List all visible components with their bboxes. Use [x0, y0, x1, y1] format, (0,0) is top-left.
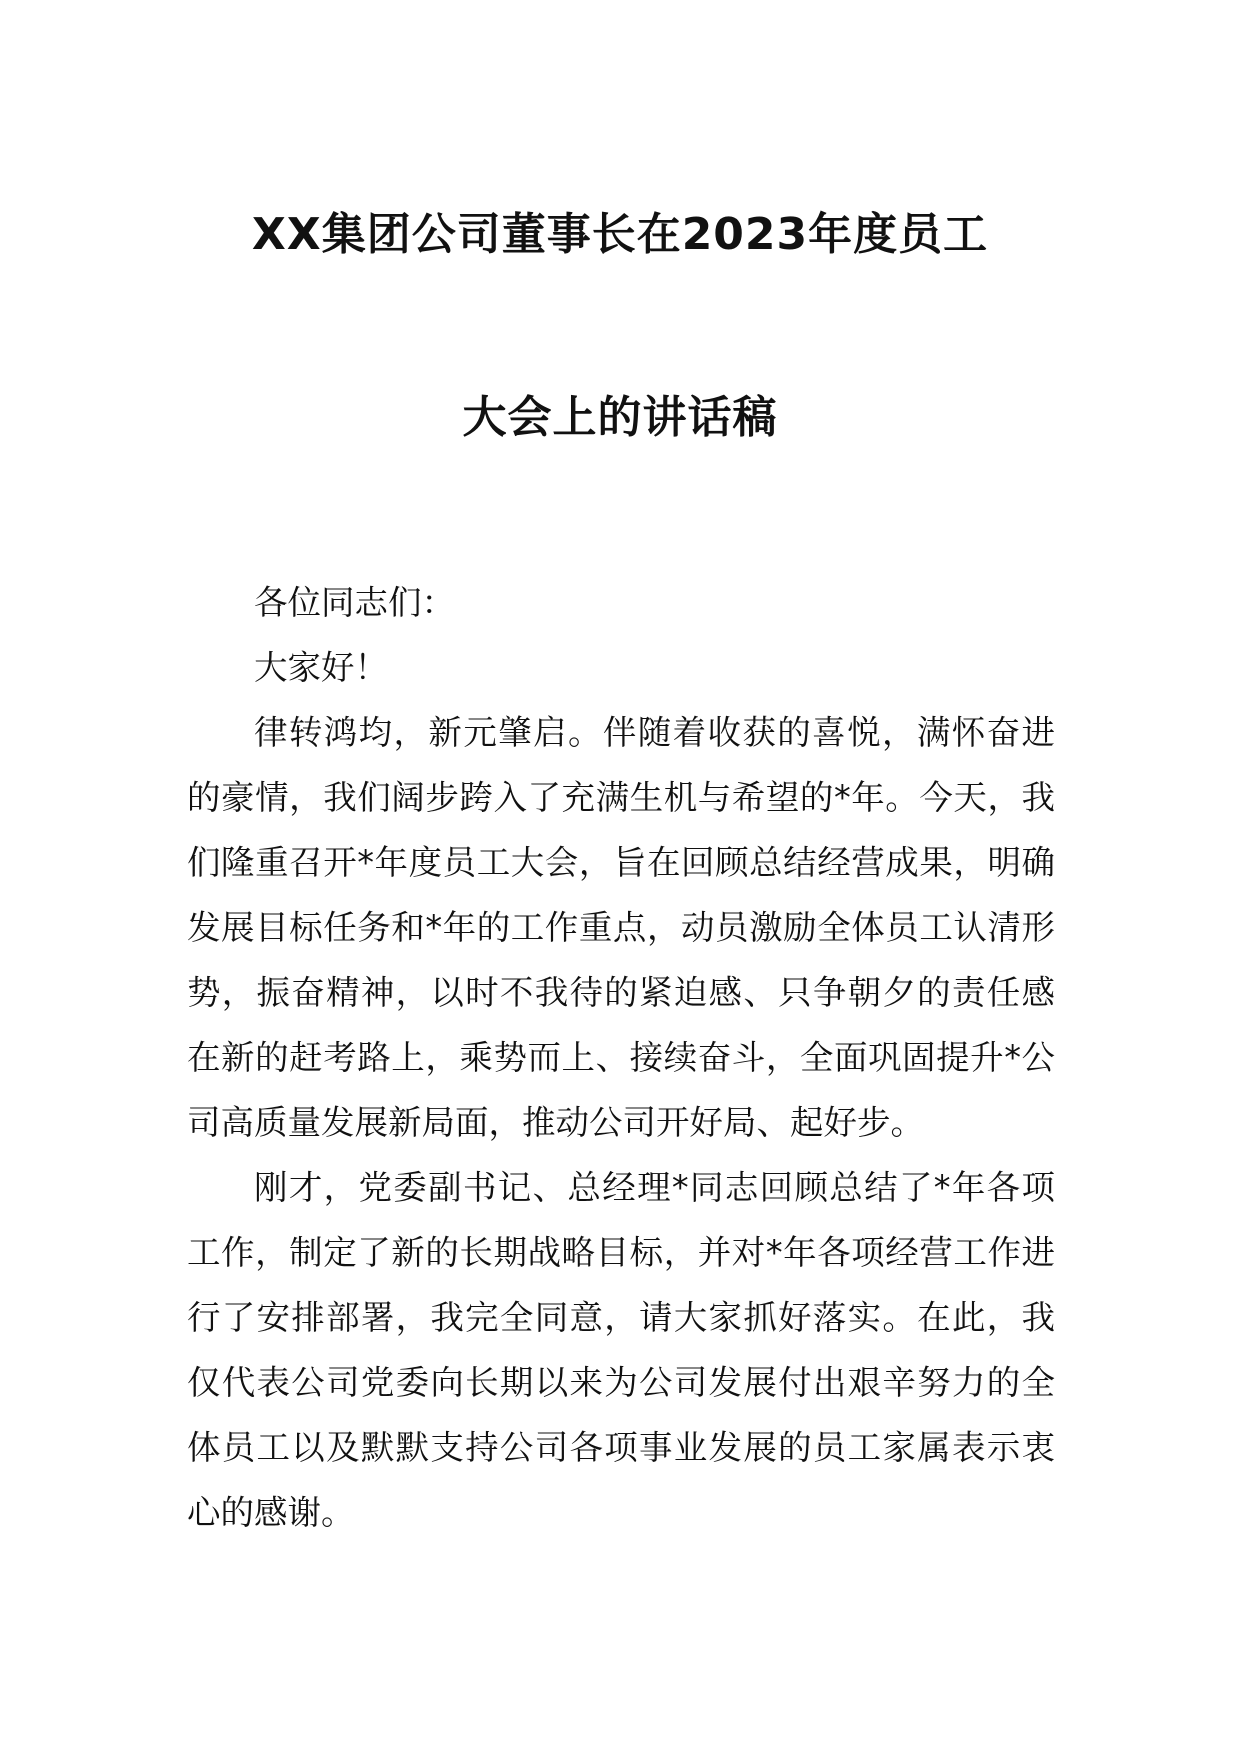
salutation: 各位同志们：: [254, 583, 455, 622]
title-line-2: 大会上的讲话稿: [462, 392, 778, 443]
paragraph-thanks: 刚才，党委副书记、总经理*同志回顾总结了*年各项工作，制定了新的长期战略目标，并对*年各项经营工作进行了安排部署，我完全同意，请大家抓好落实。在此，我仅代表公司党委向长期以来为公司发展付出艰辛努力的全体员工以及默默支持公司各项事业发展的员工家属表示衷心的感谢。: [187, 1168, 1055, 1532]
paragraph-opening: 律转鸿均，新元肇启。伴随着收获的喜悦，满怀奋进的豪情，我们阔步跨入了充满生机与希望的*年。今天，我们隆重召开*年度员工大会，旨在回顾总结经营成果，明确发展目标任务和*年的工作重点，动员激励全体员工认清形势，振奋精神，以时不我待的紧迫感、只争朝夕的责任感在新的赶考路上，乘势而上、接续奋斗，全面巩固提升*公司高质量发展新局面，推动公司开好局、起好步。: [187, 713, 1055, 1142]
title-line-1: XX集团公司董事长在2023年度员工: [251, 209, 989, 260]
speech-body: [187, 570, 1055, 1545]
greeting: 大家好！: [254, 648, 388, 687]
